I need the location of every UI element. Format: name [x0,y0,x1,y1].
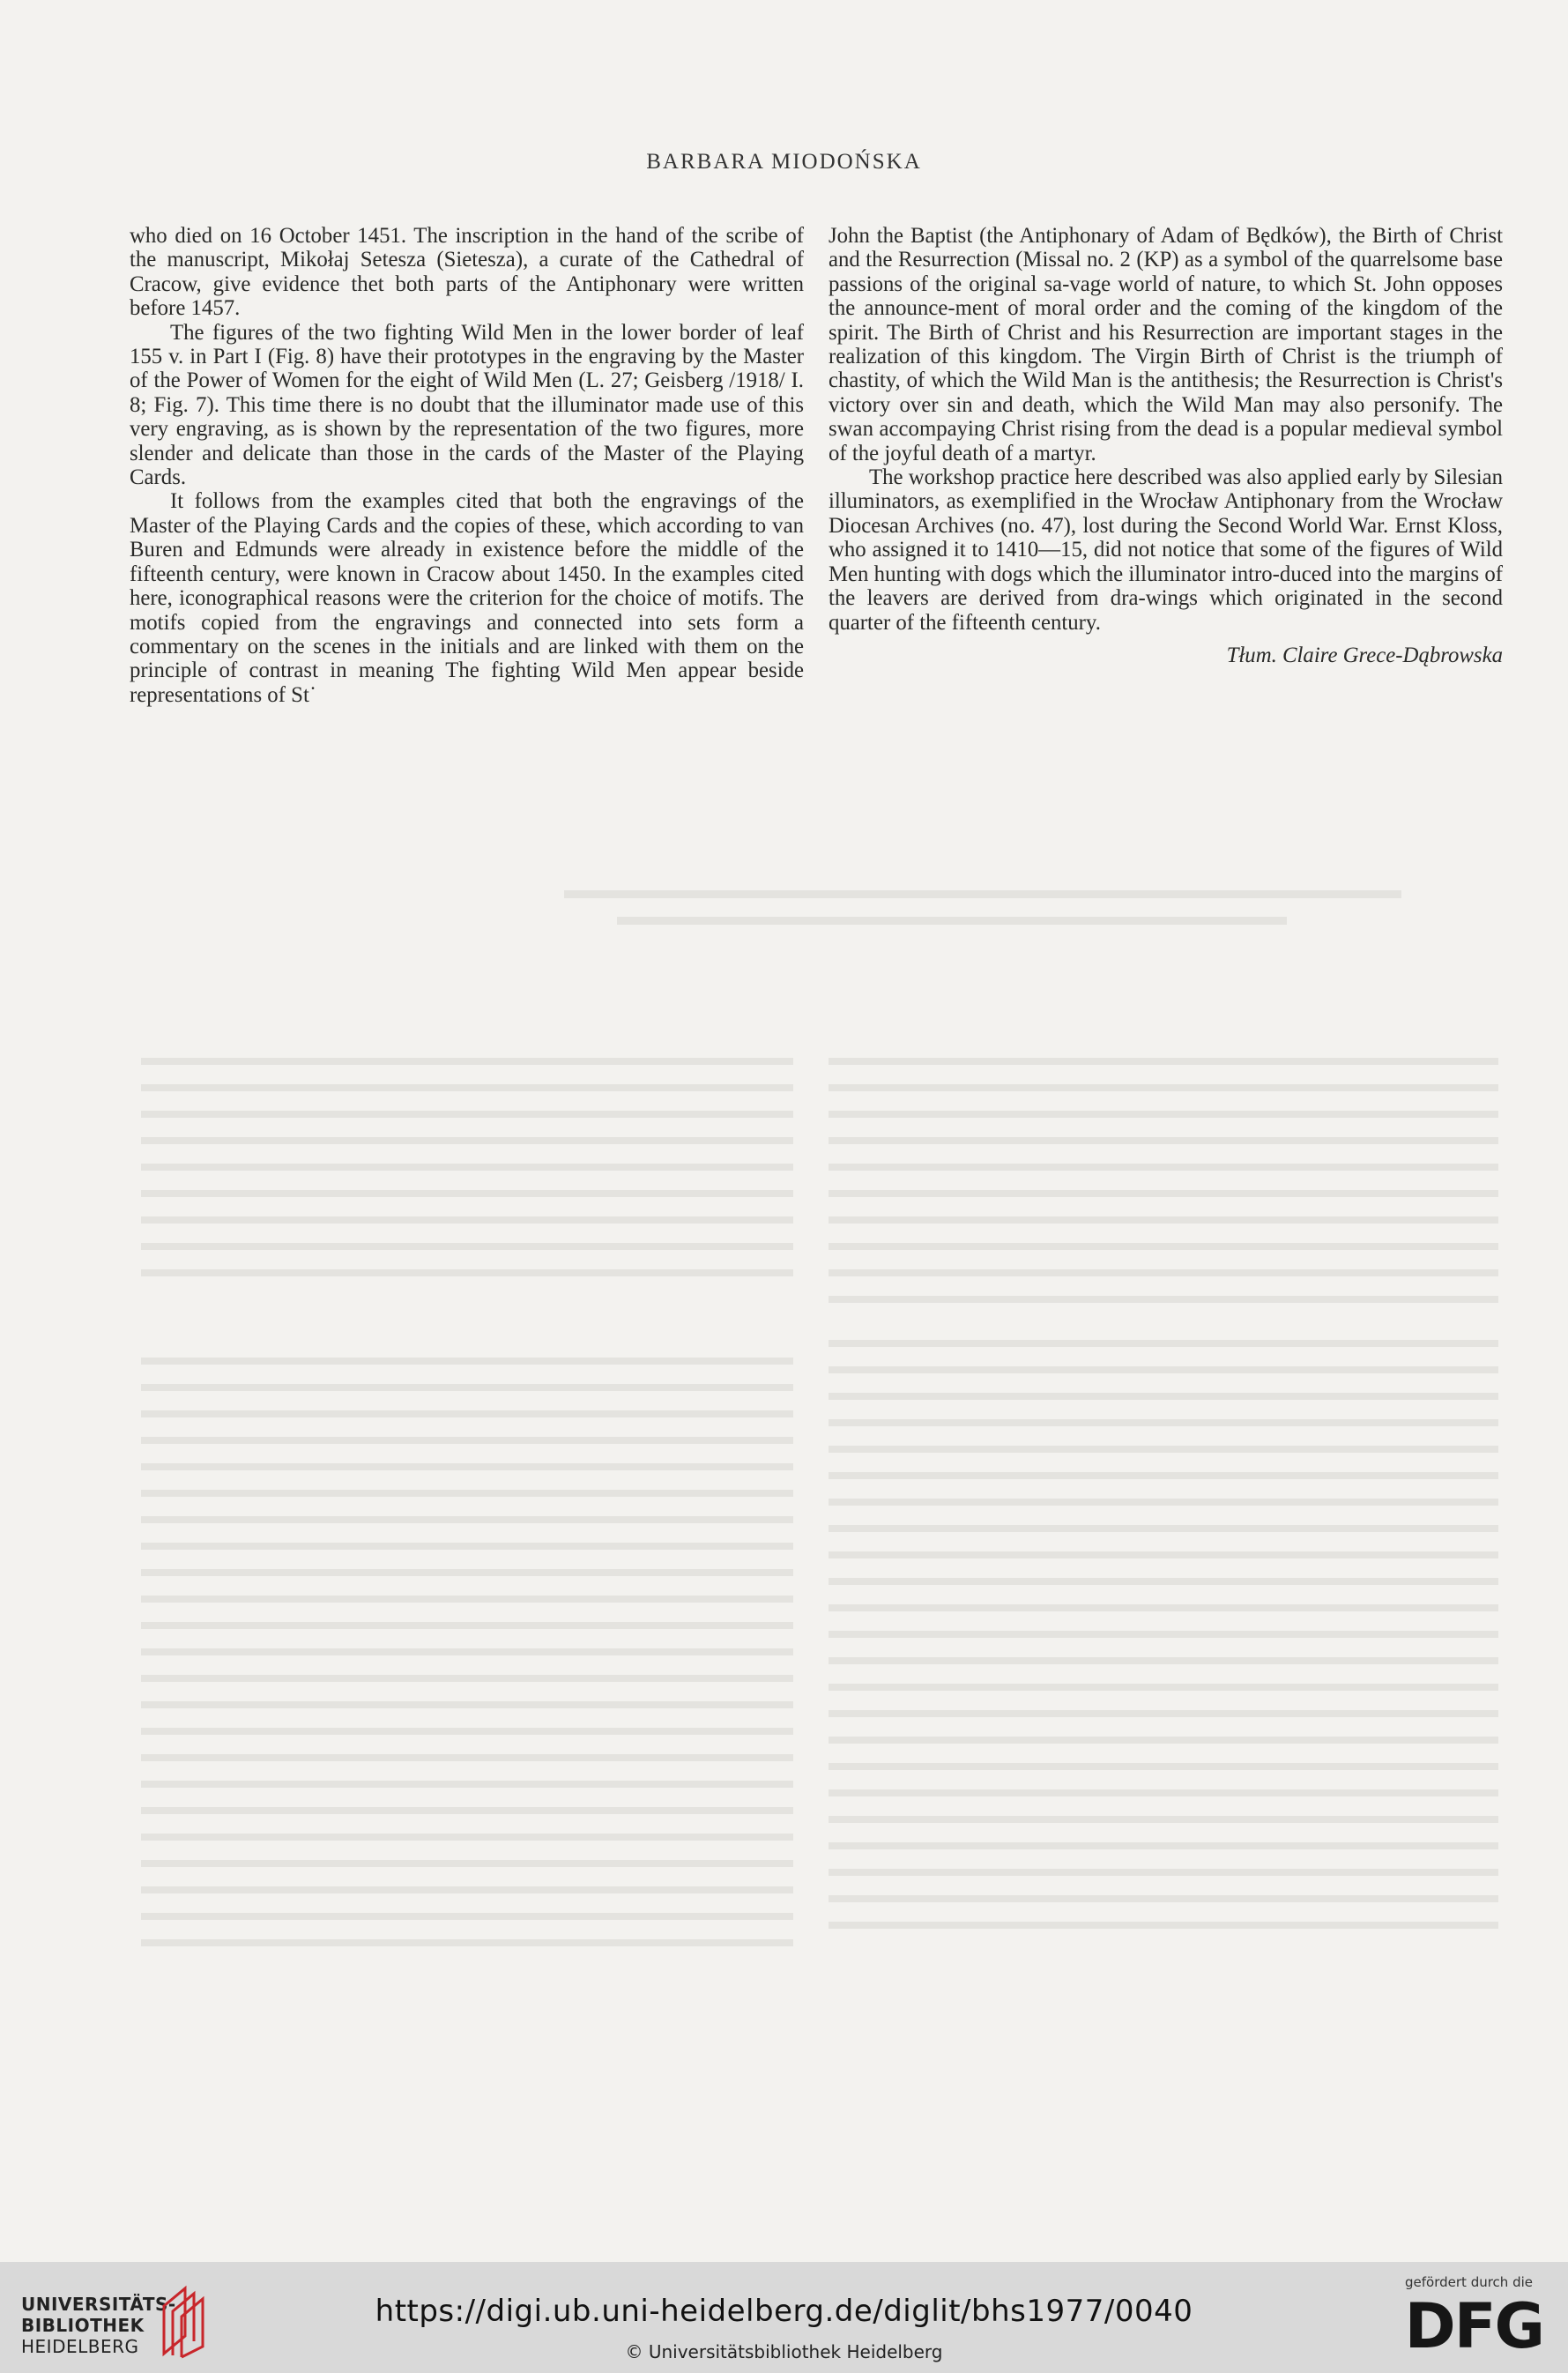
permalink[interactable]: https://digi.ub.uni-heidelberg.de/diglit/bhs1977/0040 [375,2294,1193,2329]
library-name-line: HEIDELBERG [21,2336,139,2357]
paragraph: The figures of the two fighting Wild Men in the lower border of leaf 155 v. in Part I (Fig. 8) have their prototypes in the engraving by the Master of the Power of Women for the eight of Wild Men (L. 27; Geisberg /1918/ I. 8; Fig. 7). This time there is no doubt that the illuminator made use of this very engraving, as is shown by the representation of the two figures, more slender and delicate than those in the cards of the Master of the Playing Cards. [130,320,804,490]
digitization-footer [0,2262,1568,2373]
right-column [829,224,1503,667]
funding-note: gefördert durch die [1405,2274,1533,2290]
library-name-line: BIBLIOTHEK [21,2315,145,2336]
paragraph: The workshop practice here described was also applied early by Silesian illuminators, as exemplified in the Wrocław Antiphonary from the Wrocław Diocesan Archives (no. 47), lost during the Second World War. Ernst Kloss, who assigned it to 1410—15, did not notice that some of the figures of Wild Men hunting with dogs which the illuminator intro-duced into the margins of the leavers are derived from dra-wings which originated in the second quarter of the fifteenth century. [829,465,1503,635]
translator-credit: Tłum. Claire Grece-Dąbrowska [1226,643,1503,667]
paragraph: John the Baptist (the Antiphonary of Adam of Będków), the Birth of Christ and the Resurrection (Missal no. 2 (KP) as a symbol of the quarrelsome base passions of the original sa-vage world of nature, to which St. John opposes the announce-ment of moral order and the coming of the kingdom of the spirit. The Birth of Christ and his Resurrection are important stages in the realization of this kingdom. The Virgin Birth of Christ is the triumph of chastity, of which the Wild Man is the antithesis; the Resurrection is Christ's victory over sin and death, which the Wild Man may also personify. The swan accompaying Christ rising from the dead is a popular medieval symbol of the joyful death of a martyr. [829,224,1503,465]
paragraph: who died on 16 October 1451. The inscription in the hand of the scribe of the manuscript, Mikołaj Setesza (Sietesza), a curate of the Cathedral of Cracow, give evidence thet both parts of the Antiphonary were written before 1457. [130,224,804,321]
paragraph: It follows from the examples cited that both the engravings of the Master of the Playing Cards and the copies of these, which according to van Buren and Edmunds were already in existence before the middle of the fifteenth century, were known in Cracow about 1450. In the examples cited here, iconographical reasons were the criterion for the choice of motifs. The motifs copied from the engravings and connected into sets form a commentary on the scenes in the initials and are linked with them on the principle of contrast in meaning The fighting Wild Men appear beside representations of St˙ [130,489,804,707]
left-column [130,224,804,707]
copyright-notice: © Universitätsbibliothek Heidelberg [625,2341,943,2362]
library-name-line: UNIVERSITÄTS- [21,2294,176,2315]
dfg-logo: DFG [1404,2290,1543,2362]
running-header: BARBARA MIODOŃSKA [646,150,922,174]
